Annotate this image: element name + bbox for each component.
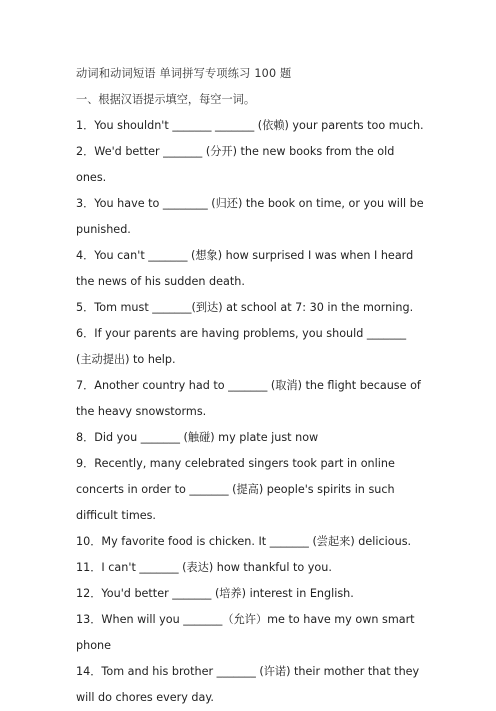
- question-item-4: 4．You can't _______ (想象) how surprised I was when I heard the news of his sudden death.: [76, 249, 414, 288]
- question-item-7: 7．Another country had to _______ (取消) the flight because of the heavy snowstorms.: [76, 379, 421, 418]
- question-item-11: 11．I can't _______ (表达) how thankful to you.: [76, 561, 332, 574]
- question-item-1: 1．You shouldn't _______ _______ (依赖) your parents too much.: [76, 119, 424, 132]
- question-item-6: 6．If your parents are having problems, you should _______ (主动提出) to help.: [76, 327, 407, 366]
- question-item-3: 3．You have to ________ (归还) the book on time, or you will be punished.: [76, 197, 424, 236]
- question-item-9: 9．Recently, many celebrated singers took part in online concerts in order to _______ (提高) people's spirits in such difficult times.: [76, 457, 395, 522]
- question-item-12: 12．You'd better _______ (培养) interest in English.: [76, 587, 354, 600]
- question-list: [76, 113, 424, 711]
- worksheet-title: 动词和动词短语 单词拼写专项练习 100 题: [76, 67, 292, 80]
- worksheet-page: [76, 64, 424, 711]
- question-item-13: 13．When will you _______（允许）me to have my own smart phone: [76, 613, 415, 652]
- question-item-14: 14．Tom and his brother _______ (许诺) their mother that they will do chores every day.: [76, 665, 420, 704]
- question-item-5: 5．Tom must _______(到达) at school at 7: 30 in the morning.: [76, 301, 414, 314]
- section-instruction: 一、根据汉语提示填空，每空一词。: [76, 93, 256, 106]
- question-item-10: 10．My favorite food is chicken. It _______ (尝起来) delicious.: [76, 535, 412, 548]
- question-item-8: 8．Did you _______ (触碰) my plate just now: [76, 431, 319, 444]
- question-item-2: 2．We'd better _______ (分开) the new books from the old ones.: [76, 145, 395, 184]
